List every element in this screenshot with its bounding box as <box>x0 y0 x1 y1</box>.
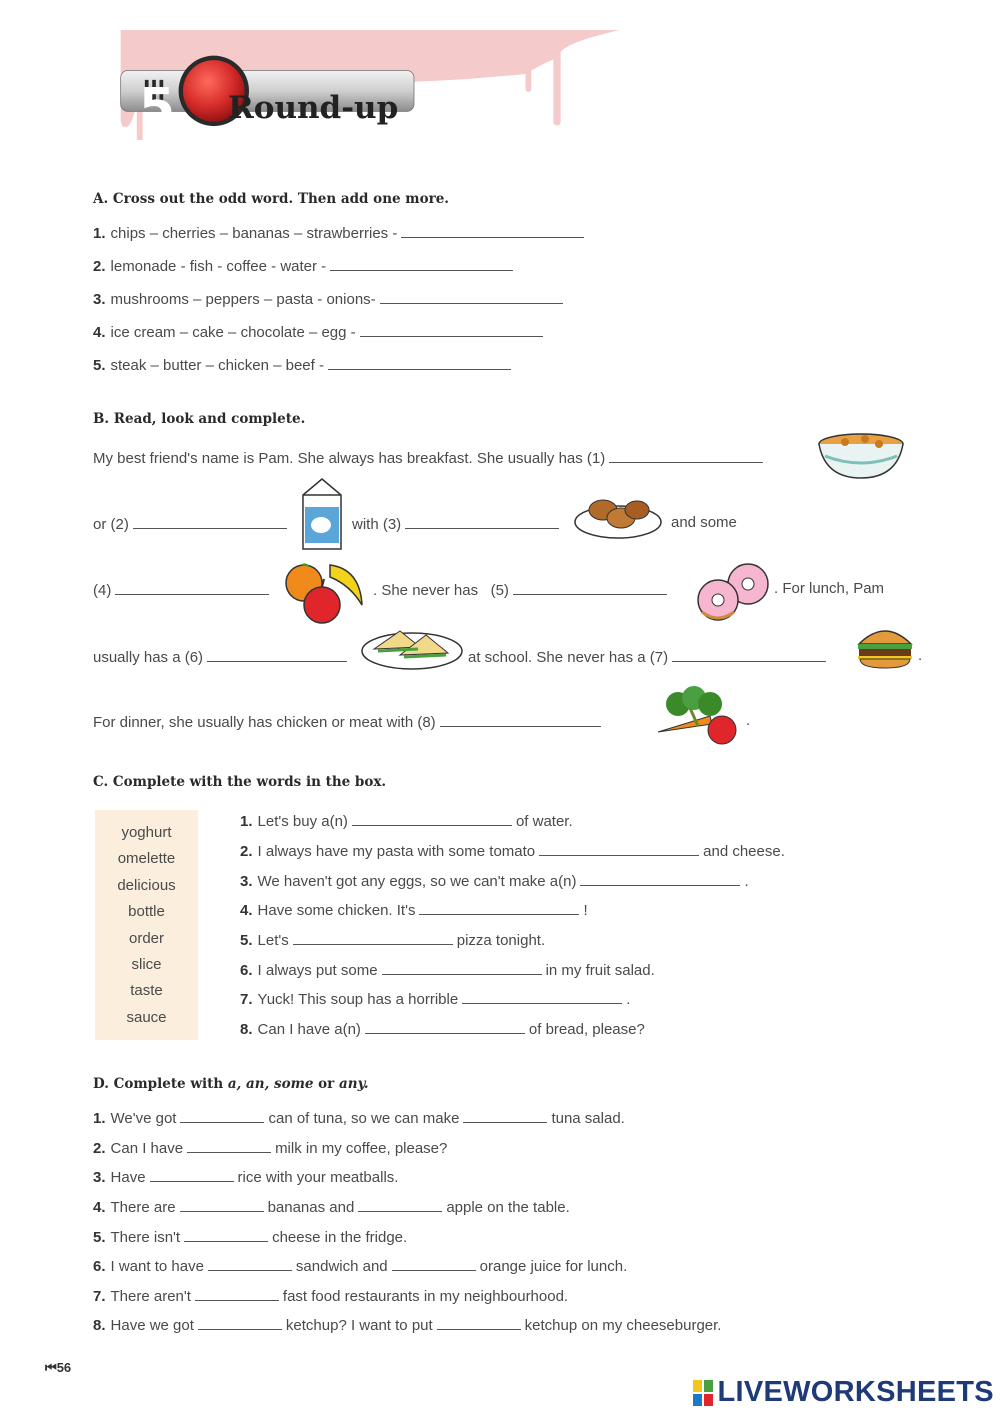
answer-blank[interactable] <box>419 900 579 915</box>
word-box-item: bottle <box>128 903 165 921</box>
answer-blank[interactable] <box>539 841 699 856</box>
section-c-item: 8. Can I have a(n) of bread, please? <box>240 1021 645 1038</box>
section-b-line: For dinner, she usually has chicken or meat with (8) <box>93 712 605 731</box>
brand-name: LIVEWORKSHEETS <box>717 1376 994 1408</box>
word-box-item: sauce <box>126 1008 167 1026</box>
answer-blank[interactable] <box>672 647 826 662</box>
page-back-icon: ⏮ <box>45 1360 57 1375</box>
answer-blank[interactable] <box>609 448 763 463</box>
section-d-item: 4. There are bananas and apple on the table. <box>93 1199 570 1216</box>
section-c-item: 4. Have some chicken. It's ! <box>240 902 588 919</box>
answer-blank[interactable] <box>198 1315 282 1330</box>
sandwiches-plate-icon <box>360 621 464 673</box>
answer-blank[interactable] <box>328 355 511 370</box>
cookies-plate-icon <box>573 488 663 542</box>
brand-logo <box>693 1376 994 1406</box>
fruit-icon <box>280 555 368 627</box>
answer-blank[interactable] <box>195 1286 279 1301</box>
liveworksheets-logo-icon <box>693 1380 713 1406</box>
section-b-line: with (3) <box>352 514 563 533</box>
donuts-icon <box>690 560 776 626</box>
answer-blank[interactable] <box>405 514 559 529</box>
answer-blank[interactable] <box>440 712 601 727</box>
answer-blank[interactable] <box>437 1315 521 1330</box>
section-d-title: D. Complete with a, an, some or any. <box>93 1076 369 1092</box>
section-b-line: at school. She never has a (7) <box>468 647 830 666</box>
section-d-item: 2. Can I have milk in my coffee, please? <box>93 1140 448 1157</box>
answer-blank[interactable] <box>150 1167 234 1182</box>
section-a-item: 1. chips – cherries – bananas – strawberries - <box>93 223 588 242</box>
milk-carton-icon <box>297 475 347 553</box>
answer-blank[interactable] <box>330 256 513 271</box>
section-c-title: C. Complete with the words in the box. <box>93 774 387 790</box>
section-c-item: 5. Let's pizza tonight. <box>240 932 546 949</box>
section-b-line: and some <box>671 514 737 531</box>
cereal-bowl-icon <box>815 430 907 482</box>
answer-blank[interactable] <box>580 871 740 886</box>
section-a-item: 4. ice cream – cake – chocolate – egg - <box>93 322 547 341</box>
answer-blank[interactable] <box>513 580 667 595</box>
section-b-line: . <box>918 647 923 664</box>
word-box-item: delicious <box>117 876 176 894</box>
answer-blank[interactable] <box>380 289 563 304</box>
section-b-line: or (2) <box>93 514 291 533</box>
section-a-title: A. Cross out the odd word. Then add one more. <box>93 191 449 207</box>
answer-blank[interactable] <box>358 1197 442 1212</box>
answer-blank[interactable] <box>392 1256 476 1271</box>
answer-blank[interactable] <box>382 960 542 975</box>
section-b-line: My best friend's name is Pam. She always has breakfast. She usually has (1) <box>93 448 767 467</box>
page-title: Round-up <box>228 90 399 126</box>
answer-blank[interactable] <box>207 647 347 662</box>
answer-blank[interactable] <box>184 1227 268 1242</box>
section-d-item: 7. There aren't fast food restaurants in my neighbourhood. <box>93 1288 569 1305</box>
section-c-item: 7. Yuck! This soup has a horrible . <box>240 991 631 1008</box>
section-d-item: 6. I want to have sandwich and orange juice for lunch. <box>93 1258 628 1275</box>
word-box-item: slice <box>131 955 162 973</box>
section-c-item: 1. Let's buy a(n) of water. <box>240 813 573 830</box>
word-box-item: yoghurt <box>121 824 172 841</box>
section-d-item: 3. Have rice with your meatballs. <box>93 1169 399 1186</box>
section-b-line: . She never has (5) <box>373 580 671 599</box>
section-d-item: 8. Have we got ketchup? I want to put ketchup on my cheeseburger. <box>93 1317 722 1334</box>
answer-blank[interactable] <box>133 514 287 529</box>
section-b-line: . <box>746 712 751 729</box>
section-b-title: B. Read, look and complete. <box>93 411 306 427</box>
section-a-item: 2. lemonade - fish - coffee - water - <box>93 256 517 275</box>
section-b-line: usually has a (6) <box>93 647 351 666</box>
section-a-item: 3. mushrooms – peppers – pasta - onions- <box>93 289 567 308</box>
word-box <box>95 810 198 1040</box>
page-number: ⏮56 <box>45 1360 72 1375</box>
answer-blank[interactable] <box>208 1256 292 1271</box>
section-c-item: 3. We haven't got any eggs, so we can't make a(n) . <box>240 873 749 890</box>
answer-blank[interactable] <box>463 1108 547 1123</box>
word-box-item: order <box>128 929 165 947</box>
answer-blank[interactable] <box>401 223 584 238</box>
word-box-item: taste <box>130 982 163 1000</box>
section-b-line: (4) <box>93 580 273 599</box>
answer-blank[interactable] <box>180 1197 264 1212</box>
answer-blank[interactable] <box>115 580 269 595</box>
section-c-item: 6. I always put some in my fruit salad. <box>240 962 655 979</box>
section-a-item: 5. steak – butter – chicken – beef - <box>93 355 515 374</box>
answer-blank[interactable] <box>365 1019 525 1034</box>
answer-blank[interactable] <box>187 1138 271 1153</box>
answer-blank[interactable] <box>293 930 453 945</box>
section-b-line: . For lunch, Pam <box>774 580 885 597</box>
hamburger-icon <box>855 622 915 672</box>
answer-blank[interactable] <box>462 989 622 1004</box>
word-box-item: omelette <box>117 850 176 868</box>
answer-blank[interactable] <box>360 322 543 337</box>
section-d-item: 5. There isn't cheese in the fridge. <box>93 1229 408 1246</box>
answer-blank[interactable] <box>180 1108 264 1123</box>
unit-number: 5 <box>138 78 176 138</box>
section-d-item: 1. We've got can of tuna, so we can make tuna salad. <box>93 1110 625 1127</box>
section-c-item: 2. I always have my pasta with some tomato and cheese. <box>240 843 785 860</box>
vegetables-icon <box>654 682 744 748</box>
answer-blank[interactable] <box>352 811 512 826</box>
